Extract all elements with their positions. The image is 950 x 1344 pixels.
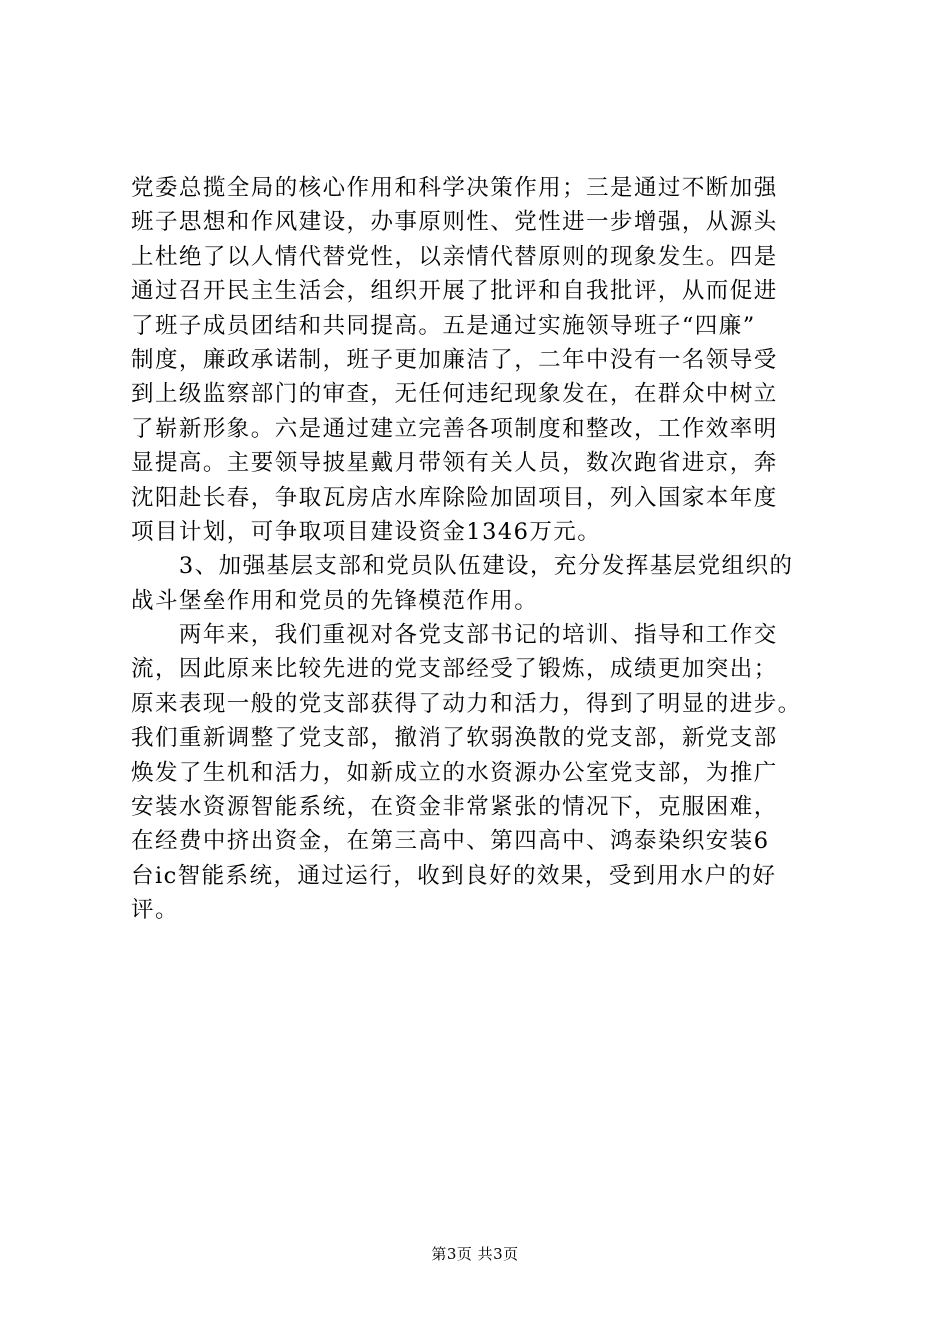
text-line: 战斗堡垒作用和党员的先锋模范作用。 xyxy=(131,587,539,614)
text-line: 沈阳赴长春，争取瓦房店水库除险加固项目，列入国家本年度 xyxy=(131,484,778,511)
text-line: 上杜绝了以人情代替党性，以亲情代替原则的现象发生。四是 xyxy=(131,243,778,270)
page-number-footer: 第3页 共3页 xyxy=(431,1245,519,1263)
text-line: 台ic智能系统，通过运行，收到良好的效果，受到用水户的好 xyxy=(131,862,777,889)
text-line: 3、加强基层支部和党员队伍建设，充分发挥基层党组织的 xyxy=(131,553,794,580)
text-line: 流，因此原来比较先进的党支部经受了锻炼，成绩更加突出； xyxy=(131,656,778,683)
text-line: 在经费中挤出资金，在第三高中、第四高中、鸿泰染织安装6 xyxy=(131,828,770,855)
text-line: 两年来，我们重视对各党支部书记的培训、指导和工作交 xyxy=(131,622,778,649)
text-line: 焕发了生机和活力，如新成立的水资源办公室党支部，为推广 xyxy=(131,759,778,786)
text-line: 班子思想和作风建设，办事原则性、党性进一步增强，从源头 xyxy=(131,209,778,236)
text-line: 通过召开民主生活会，组织开展了批评和自我批评，从而促进 xyxy=(131,278,778,305)
body-text xyxy=(131,171,831,928)
text-line: 了班子成员团结和共同提高。五是通过实施领导班子“四廉” xyxy=(131,312,756,339)
text-line: 评。 xyxy=(131,897,179,924)
text-line: 到上级监察部门的审查，无任何违纪现象发在，在群众中树立 xyxy=(131,381,778,408)
text-line: 党委总揽全局的核心作用和科学决策作用；三是通过不断加强 xyxy=(131,175,778,201)
text-line: 我们重新调整了党支部，撤消了软弱涣散的党支部，新党支部 xyxy=(131,725,778,752)
text-line: 安装水资源智能系统，在资金非常紧张的情况下，克服困难， xyxy=(131,794,778,821)
text-line: 了崭新形象。六是通过建立完善各项制度和整改，工作效率明 xyxy=(131,415,778,442)
text-line: 显提高。主要领导披星戴月带领有关人员，数次跑省进京，奔 xyxy=(131,450,778,477)
text-line: 原来表现一般的党支部获得了动力和活力，得到了明显的进步。 xyxy=(131,690,802,717)
text-line: 项目计划，可争取项目建设资金1346万元。 xyxy=(131,518,602,545)
text-line: 制度，廉政承诺制，班子更加廉洁了，二年中没有一名领导受 xyxy=(131,346,778,373)
